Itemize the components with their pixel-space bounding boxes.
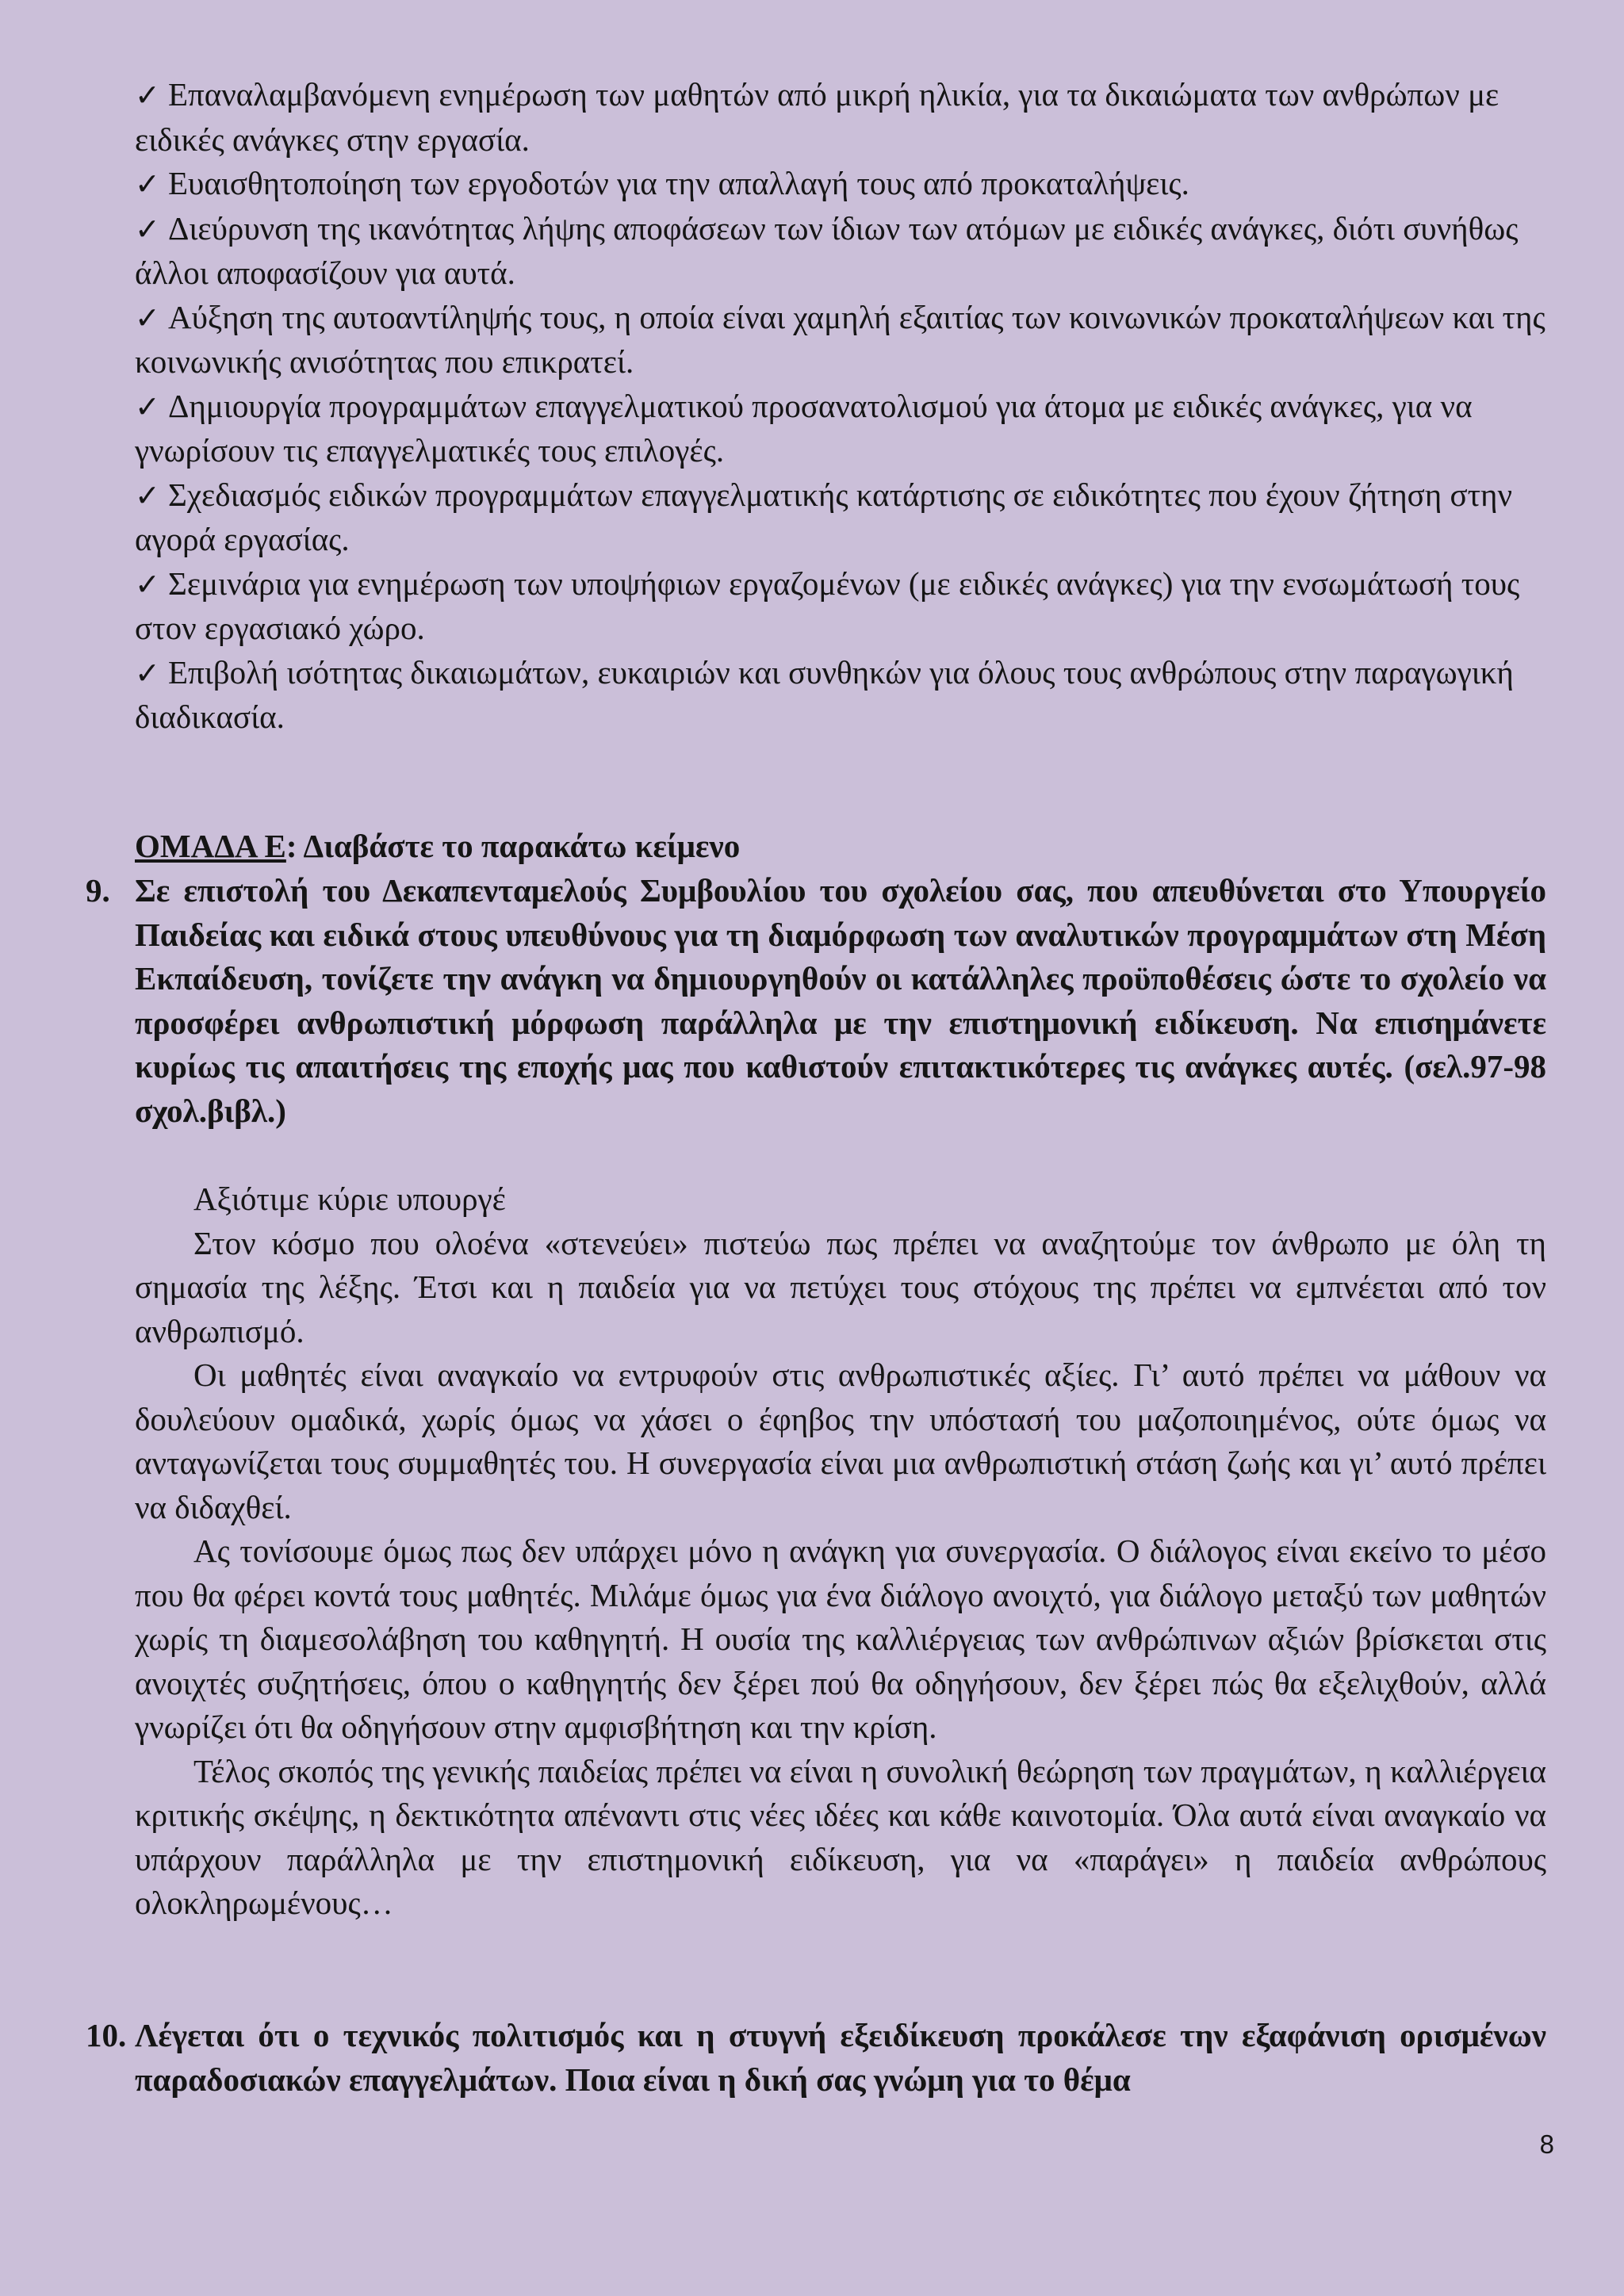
checkmark-icon: ✓	[135, 477, 160, 513]
list-item-text: Σεμινάρια για ενημέρωση των υποψήφιων εργαζομένων (με ειδικές ανάγκες) για την ενσωμάτωσή τους στον εργασιακό χώρο.	[135, 564, 1520, 646]
checkmark-icon: ✓	[135, 78, 160, 113]
checkmark-icon: ✓	[135, 388, 160, 424]
list-item-text: Ευαισθητοποίηση των εργοδοτών για την απαλλαγή τους από προκαταλήψεις.	[168, 165, 1189, 201]
question-number: 10.	[86, 2017, 127, 2053]
list-item	[135, 651, 1546, 740]
letter-body	[135, 1177, 1546, 1926]
question-text: Σε επιστολή του Δεκαπενταμελούς Συμβουλίου του σχολείου σας, που απευθύνεται στο Υπουργείο Παιδείας και ειδικά στους υπευθύνους για τη διαμόρφωση των αναλυτικών προγραμμάτων στη Μέση Εκπαίδευση, τονίζετε την ανάγκη να δημιουργηθούν οι κατάλληλες προϋποθέσεις ώστε το σχολείο να προσφέρει ανθρωπιστική μόρφωση παράλληλα με την επιστημονική ειδίκευση. Να επισημάνετε κυρίως τις απαιτήσεις της εποχής μας που καθιστούν επιτακτικότερες τις ανάγκες αυτές. (σελ.97-98 σχολ.βιβλ.)	[135, 872, 1546, 1129]
checkmark-icon: ✓	[135, 166, 160, 201]
list-item-text: Αύξηση της αυτοαντίληψής τους, η οποία είναι χαμηλή εξαιτίας των κοινωνικών προκαταλήψεων και της κοινωνικής ανισότητας που επικρατεί.	[135, 298, 1545, 380]
list-item	[135, 162, 1546, 207]
list-item-text: Δημιουργία προγραμμάτων επαγγελματικού προσανατολισμού για άτομα με ειδικές ανάγκες, για να γνωρίσουν τις επαγγελματικές τους επιλογές.	[135, 387, 1473, 469]
letter-paragraph: Ας τονίσουμε όμως πως δεν υπάρχει μόνο η ανάγκη για συνεργασία. Ο διάλογος είναι εκείνο το μέσο που θα φέρει κοντά τους μαθητές. Μιλάμε όμως για ένα διάλογο ανοιχτό, για διάλογο μεταξύ των μαθητών χωρίς τη διαμεσολάβηση του καθηγητή. Η ουσία της καλλιέργειας των ανθρώπινων αξιών βρίσκεται στις ανοιχτές συζητήσεις, όπου ο καθηγητής δεν ξέρει πού θα οδηγήσουν, δεν ξέρει πώς θα εξελιχθούν, αλλά γνωρίζει ότι θα οδηγήσουν στην αμφισβήτηση και την κρίση.	[135, 1533, 1546, 1745]
list-item	[135, 562, 1546, 651]
letter-paragraph: Οι μαθητές είναι αναγκαίο να εντρυφούν στις ανθρωπιστικές αξίες. Γι’ αυτό πρέπει να μάθουν να δουλεύουν ομαδικά, χωρίς όμως να χάσει ο έφηβος την υπόστασή του μαζοποιημένος, ούτε όμως να ανταγωνίζεται τους συμμαθητές του. Η συνεργασία είναι μια ανθρωπιστική στάση ζωής και γι’ αυτό πρέπει να διδαχθεί.	[135, 1357, 1546, 1525]
list-item	[135, 207, 1546, 296]
list-item-text: Διεύρυνση της ικανότητας λήψης αποφάσεων των ίδιων των ατόμων με ειδικές ανάγκες, διότι συνήθως άλλοι αποφασίζουν για αυτά.	[135, 209, 1519, 291]
list-item	[135, 73, 1546, 162]
list-item	[135, 473, 1546, 562]
letter-paragraph: Τέλος σκοπός της γενικής παιδείας πρέπει να είναι η συνολική θεώρηση των πραγμάτων, η καλλιέργεια κριτικής σκέψης, η δεκτικότητα απέναντι στις νέες ιδέες και κάθε καινοτομία. Όλα αυτά είναι αναγκαίο να υπάρχουν παράλληλα με την επιστημονική ειδίκευση, για να «παράγει» η παιδεία ανθρώπους ολοκληρωμένους…	[135, 1752, 1546, 1921]
question-9	[86, 869, 1546, 1133]
group-label: ΟΜΑΔΑ Ε	[135, 828, 286, 864]
letter-paragraph: Στον κόσμο που ολοένα «στενεύει» πιστεύω πως πρέπει να αναζητούμε τον άνθρωπο με όλη τη σημασία της λέξης. Έτσι και η παιδεία για να πετύχει τους στόχους της πρέπει να εμπνέεται από τον ανθρωπισμό.	[135, 1224, 1546, 1349]
page-number: 8	[1539, 2130, 1554, 2159]
list-item-text: Σχεδιασμός ειδικών προγραμμάτων επαγγελματικής κατάρτισης σε ειδικότητες που έχουν ζήτηση στην αγορά εργασίας.	[135, 476, 1513, 557]
checkmark-icon: ✓	[135, 300, 160, 335]
question-10	[86, 2014, 1546, 2102]
list-item	[135, 385, 1546, 473]
list-item-text: Επιβολή ισότητας δικαιωμάτων, ευκαιριών και συνθηκών για όλους τους ανθρώπους στην παραγωγική διαδικασία.	[135, 653, 1514, 735]
list-item-text: Επαναλαμβανόμενη ενημέρωση των μαθητών από μικρή ηλικία, για τα δικαιώματα των ανθρώπων με ειδικές ανάγκες στην εργασία.	[135, 76, 1500, 158]
list-item	[135, 296, 1546, 385]
group-heading	[135, 825, 740, 869]
letter-salutation: Αξιότιμε κύριε υπουργέ	[193, 1181, 506, 1217]
group-heading-text: : Διαβάστε το παρακάτω κείμενο	[285, 828, 741, 864]
checkmark-icon: ✓	[135, 211, 160, 247]
checkmark-icon: ✓	[135, 566, 160, 602]
checkmark-icon: ✓	[135, 655, 160, 691]
question-number: 9.	[86, 872, 110, 909]
checklist	[135, 73, 1546, 740]
question-text: Λέγεται ότι ο τεχνικός πολιτισμός και η στυγνή εξειδίκευση προκάλεσε την εξαφάνιση ορισμένων παραδοσιακών επαγγελμάτων. Ποια είναι η δική σας γνώμη για το θέμα	[135, 2017, 1546, 2098]
